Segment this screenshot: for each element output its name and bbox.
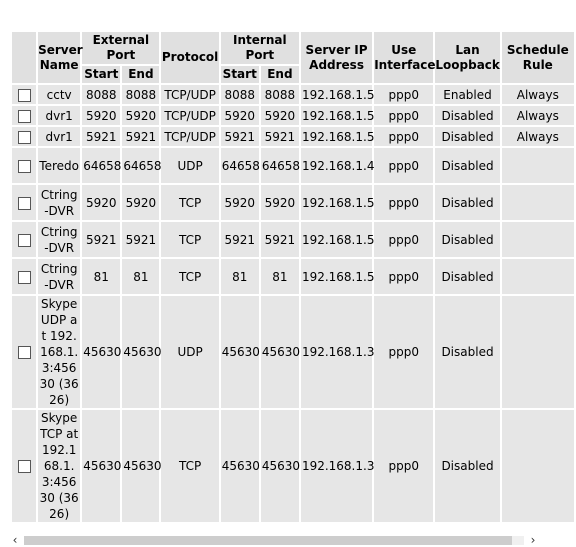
table-row bbox=[12, 259, 574, 294]
interface-cell: ppp0 bbox=[374, 85, 433, 104]
row-select-checkbox[interactable] bbox=[18, 271, 31, 284]
internal-end-cell: 64658 bbox=[261, 148, 299, 183]
protocol-cell: TCP bbox=[161, 259, 218, 294]
table-row bbox=[12, 410, 574, 522]
server-name-cell: Ctring-DVR bbox=[38, 259, 80, 294]
loopback-cell: Disabled bbox=[435, 106, 499, 125]
external-end-cell: 5920 bbox=[122, 185, 159, 220]
use-interface-header: Use Interface bbox=[374, 32, 433, 83]
internal-end-header: End bbox=[261, 66, 299, 83]
interface-cell: ppp0 bbox=[374, 185, 433, 220]
internal-end-cell: 45630 bbox=[261, 410, 299, 522]
internal-start-cell: 64658 bbox=[221, 148, 259, 183]
table-row bbox=[12, 148, 574, 183]
server-ip-cell: 192.168.1.5 bbox=[301, 222, 372, 257]
server-ip-cell: 192.168.1.5 bbox=[301, 106, 372, 125]
table-row bbox=[12, 127, 574, 146]
table-row bbox=[12, 296, 574, 408]
server-ip-cell: 192.168.1.5 bbox=[301, 127, 372, 146]
external-start-cell: 8088 bbox=[82, 85, 120, 104]
protocol-header: Protocol bbox=[161, 32, 218, 83]
internal-start-cell: 8088 bbox=[221, 85, 259, 104]
protocol-cell: TCP/UDP bbox=[161, 85, 218, 104]
server-name-cell: Skype TCP at 192.168.1.3:45630 (3626) bbox=[39, 411, 79, 521]
interface-cell: ppp0 bbox=[374, 127, 433, 146]
protocol-cell: UDP bbox=[161, 296, 218, 408]
select-cell bbox=[12, 185, 36, 220]
protocol-cell: TCP/UDP bbox=[161, 106, 218, 125]
internal-end-cell: 5920 bbox=[261, 185, 299, 220]
external-start-cell: 5920 bbox=[82, 185, 120, 220]
row-select-checkbox[interactable] bbox=[18, 197, 31, 210]
select-cell bbox=[12, 410, 36, 522]
schedule-cell bbox=[502, 259, 574, 294]
external-end-cell: 64658 bbox=[122, 148, 159, 183]
server-name-cell: Skype UDP at 192.168.1.3:45630 (3626) bbox=[39, 297, 79, 407]
horizontal-scrollbar[interactable] bbox=[8, 534, 540, 547]
internal-start-cell: 45630 bbox=[221, 410, 259, 522]
external-end-cell: 45630 bbox=[122, 410, 159, 522]
scrollbar-thumb[interactable] bbox=[24, 536, 512, 545]
external-start-cell: 45630 bbox=[82, 296, 120, 408]
internal-end-cell: 5921 bbox=[261, 222, 299, 257]
row-select-checkbox[interactable] bbox=[18, 460, 31, 473]
row-select-checkbox[interactable] bbox=[18, 89, 31, 102]
interface-cell: ppp0 bbox=[374, 148, 433, 183]
internal-start-header: Start bbox=[222, 67, 257, 81]
lan-loopback-header: Lan Loopback bbox=[435, 32, 499, 83]
external-end-header: End bbox=[122, 66, 159, 83]
port-forwarding-table bbox=[10, 30, 576, 524]
row-select-checkbox[interactable] bbox=[18, 110, 31, 123]
external-end-cell: 81 bbox=[122, 259, 159, 294]
select-cell bbox=[12, 222, 36, 257]
loopback-cell: Disabled bbox=[435, 148, 499, 183]
server-ip-header: Server IP Address bbox=[301, 32, 372, 83]
internal-start-cell: 45630 bbox=[221, 296, 259, 408]
internal-end-cell: 45630 bbox=[261, 296, 299, 408]
server-name-cell: dvr1 bbox=[38, 127, 80, 146]
protocol-cell: TCP bbox=[161, 185, 218, 220]
internal-start-cell: 5920 bbox=[221, 185, 259, 220]
interface-cell: ppp0 bbox=[374, 106, 433, 125]
loopback-cell: Disabled bbox=[435, 410, 499, 522]
select-header bbox=[12, 32, 36, 83]
internal-end-cell: 81 bbox=[261, 259, 299, 294]
schedule-cell bbox=[502, 148, 574, 183]
loopback-cell: Disabled bbox=[435, 185, 499, 220]
row-select-checkbox[interactable] bbox=[18, 160, 31, 173]
external-end-cell: 5921 bbox=[122, 222, 159, 257]
schedule-cell bbox=[502, 296, 574, 408]
row-select-checkbox[interactable] bbox=[18, 234, 31, 247]
internal-end-cell: 5920 bbox=[261, 106, 299, 125]
internal-start-cell: 81 bbox=[221, 259, 259, 294]
server-name-cell: Ctring-DVR bbox=[38, 222, 80, 257]
server-name-header: Server Name bbox=[38, 32, 80, 83]
interface-cell: ppp0 bbox=[374, 222, 433, 257]
protocol-cell: TCP/UDP bbox=[161, 127, 218, 146]
server-ip-cell: 192.168.1.4 bbox=[301, 148, 372, 183]
external-start-cell: 45630 bbox=[82, 410, 120, 522]
select-cell bbox=[12, 85, 36, 104]
server-ip-cell: 192.168.1.3 bbox=[301, 410, 372, 522]
external-end-cell: 8088 bbox=[122, 85, 159, 104]
external-end-cell: 45630 bbox=[122, 296, 159, 408]
external-end-cell: 5920 bbox=[122, 106, 159, 125]
server-ip-cell: 192.168.1.3 bbox=[301, 296, 372, 408]
select-cell bbox=[12, 148, 36, 183]
table-row bbox=[12, 85, 574, 104]
schedule-cell: Always bbox=[502, 127, 574, 146]
schedule-cell bbox=[502, 222, 574, 257]
internal-end-cell: 5921 bbox=[261, 127, 299, 146]
server-ip-cell: 192.168.1.5 bbox=[301, 85, 372, 104]
select-cell bbox=[12, 127, 36, 146]
internal-start-cell: 5921 bbox=[221, 127, 259, 146]
external-start-cell: 81 bbox=[82, 259, 120, 294]
row-select-checkbox[interactable] bbox=[18, 346, 31, 359]
schedule-cell bbox=[502, 185, 574, 220]
internal-port-header: Internal Port bbox=[221, 32, 299, 64]
external-port-header: External Port bbox=[82, 32, 159, 64]
internal-end-cell: 8088 bbox=[261, 85, 299, 104]
chevron-right-icon[interactable]: › bbox=[530, 533, 536, 547]
external-start-header: Start bbox=[84, 67, 119, 81]
table-row bbox=[12, 222, 574, 257]
interface-cell: ppp0 bbox=[374, 259, 433, 294]
loopback-cell: Disabled bbox=[435, 127, 499, 146]
external-start-cell: 5921 bbox=[82, 222, 120, 257]
select-cell bbox=[12, 106, 36, 125]
external-end-cell: 5921 bbox=[122, 127, 159, 146]
select-cell bbox=[12, 296, 36, 408]
table-row bbox=[12, 185, 574, 220]
loopback-cell: Disabled bbox=[435, 296, 499, 408]
loopback-cell: Disabled bbox=[435, 259, 499, 294]
server-name-cell: Teredo bbox=[38, 148, 80, 183]
server-ip-cell: 192.168.1.5 bbox=[301, 185, 372, 220]
schedule-cell bbox=[502, 410, 574, 522]
server-name-cell: Ctring-DVR bbox=[38, 185, 80, 220]
server-name-cell: dvr1 bbox=[38, 106, 80, 125]
external-start-cell: 64658 bbox=[82, 148, 120, 183]
interface-cell: ppp0 bbox=[374, 296, 433, 408]
row-select-checkbox[interactable] bbox=[18, 131, 31, 144]
schedule-rule-header: Schedule Rule bbox=[502, 32, 574, 83]
external-start-cell: 5920 bbox=[82, 106, 120, 125]
table-row bbox=[12, 106, 574, 125]
protocol-cell: UDP bbox=[161, 148, 218, 183]
schedule-cell: Always bbox=[502, 85, 574, 104]
internal-start-cell: 5921 bbox=[221, 222, 259, 257]
protocol-cell: TCP bbox=[161, 410, 218, 522]
schedule-cell: Always bbox=[502, 106, 574, 125]
protocol-cell: TCP bbox=[161, 222, 218, 257]
scrollbar-track[interactable] bbox=[24, 536, 524, 545]
external-start-cell: 5921 bbox=[82, 127, 120, 146]
chevron-left-icon[interactable]: ‹ bbox=[12, 533, 18, 547]
server-name-cell: cctv bbox=[38, 85, 80, 104]
interface-cell: ppp0 bbox=[374, 410, 433, 522]
loopback-cell: Enabled bbox=[435, 85, 499, 104]
internal-start-cell: 5920 bbox=[221, 106, 259, 125]
loopback-cell: Disabled bbox=[435, 222, 499, 257]
select-cell bbox=[12, 259, 36, 294]
server-ip-cell: 192.168.1.5 bbox=[301, 259, 372, 294]
